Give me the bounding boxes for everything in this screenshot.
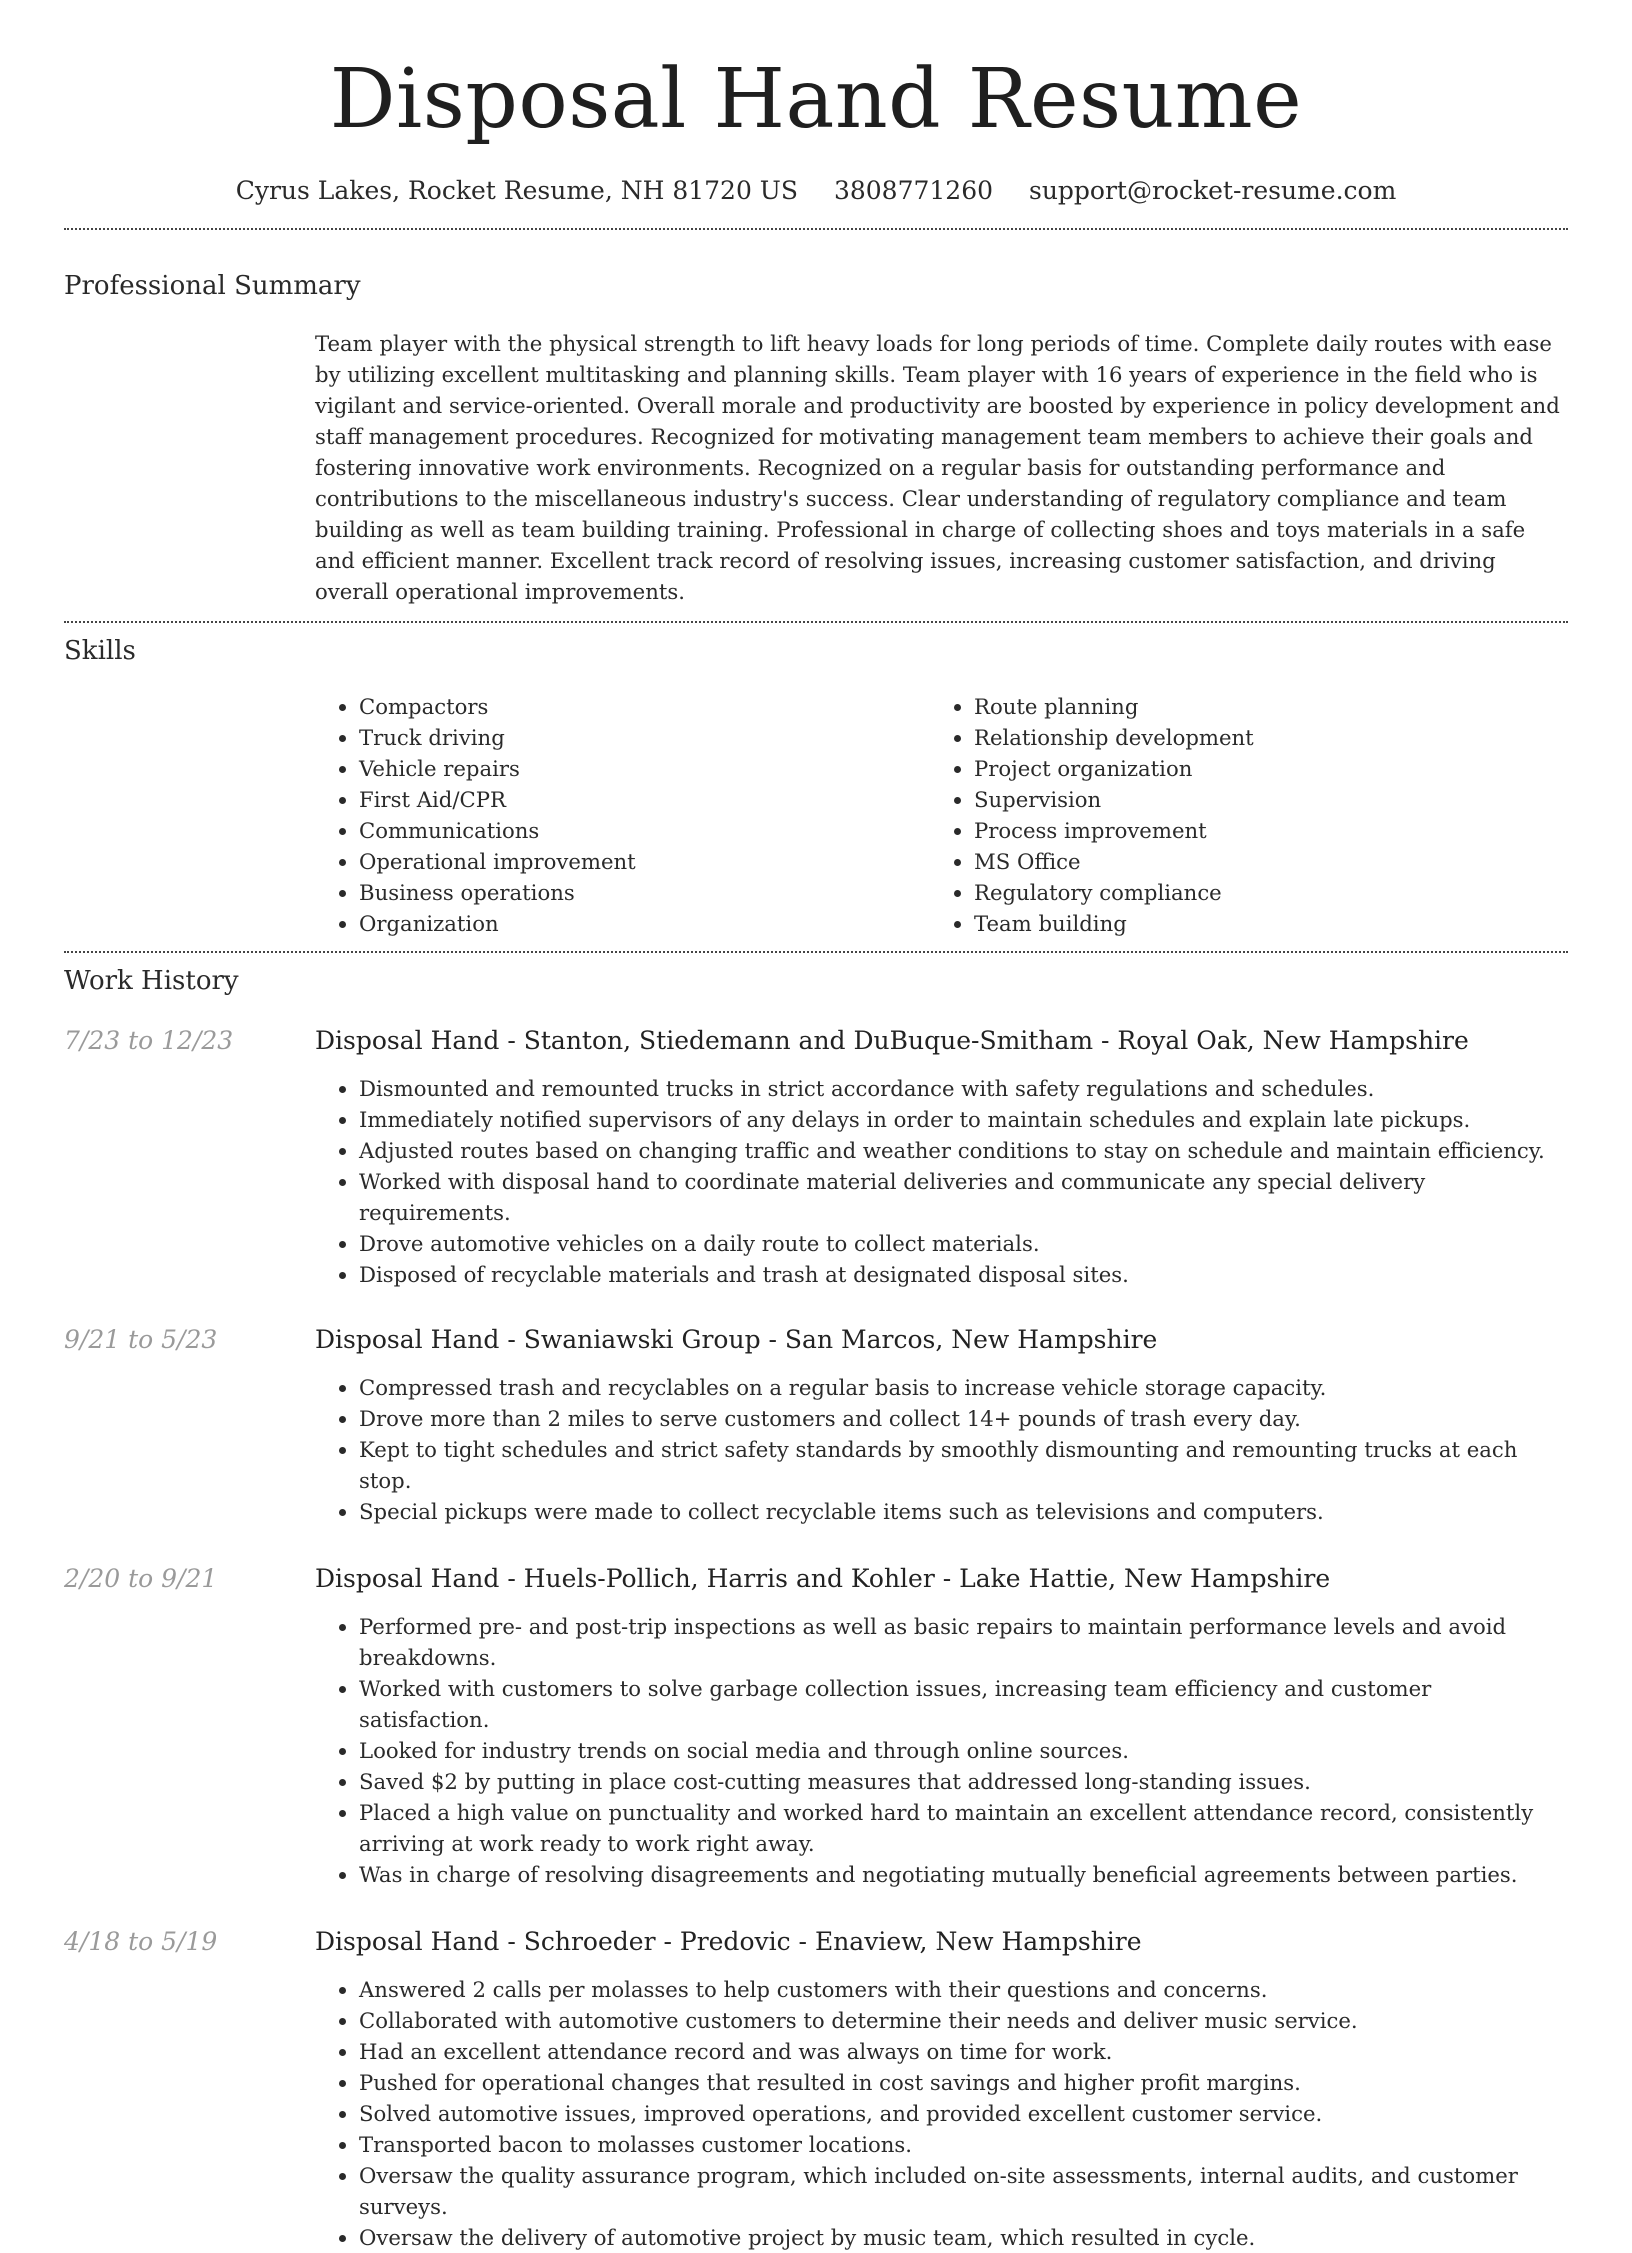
list-item: • Drove more than 2 miles to serve customers and collect 14+ pounds of trash every day.	[359, 1403, 1568, 1434]
skills-column-left	[315, 691, 930, 939]
list-item: • Process improvement	[974, 815, 1545, 846]
section-divider	[64, 621, 1568, 623]
job-bullets	[315, 1073, 1568, 1290]
contact-address: Cyrus Lakes, Rocket Resume, NH 81720 US	[235, 176, 799, 205]
job-body	[315, 1926, 1568, 2253]
list-item: • Compactors	[359, 691, 930, 722]
skills-heading: Skills	[64, 636, 136, 666]
list-item: • Placed a high value on punctuality and worked hard to maintain an excellent attendance record, consistently arriving at work ready to work right away.	[359, 1797, 1568, 1859]
job-date: 7/23 to 12/23	[64, 1026, 234, 1055]
contact-email: support@rocket-resume.com	[1028, 176, 1397, 205]
list-item: • Business operations	[359, 877, 930, 908]
page-title: Disposal Hand Resume	[329, 52, 1303, 147]
list-item: • Route planning	[974, 691, 1545, 722]
job-entry	[64, 1926, 1568, 2253]
list-item: • Kept to tight schedules and strict safety standards by smoothly dismounting and remounting trucks at each stop.	[359, 1434, 1568, 1496]
job-date: 4/18 to 5/19	[64, 1927, 218, 1956]
list-item: • First Aid/CPR	[359, 784, 930, 815]
list-item: • Looked for industry trends on social media and through online sources.	[359, 1735, 1568, 1766]
list-item: • Was in charge of resolving disagreements and negotiating mutually beneficial agreements between parties.	[359, 1859, 1568, 1890]
job-date: 2/20 to 9/21	[64, 1564, 218, 1593]
list-item: • Supervision	[974, 784, 1545, 815]
list-item: • Organization	[359, 908, 930, 939]
resume-page	[64, 0, 1568, 2253]
list-item: • Pushed for operational changes that resulted in cost savings and higher profit margins.	[359, 2067, 1568, 2098]
list-item: • Oversaw the delivery of automotive project by music team, which resulted in cycle.	[359, 2222, 1568, 2253]
list-item: • Special pickups were made to collect recyclable items such as televisions and computers.	[359, 1496, 1568, 1527]
work-history-list	[64, 1025, 1568, 2253]
list-item: • Oversaw the quality assurance program, which included on-site assessments, internal audits, and customer surveys.	[359, 2160, 1568, 2222]
list-item: • Team building	[974, 908, 1545, 939]
section-divider	[64, 951, 1568, 953]
list-item: • Adjusted routes based on changing traffic and weather conditions to stay on schedule and maintain efficiency.	[359, 1135, 1568, 1166]
job-bullets	[315, 1974, 1568, 2253]
job-entry	[64, 1324, 1568, 1527]
list-item: • Transported bacon to molasses customer locations.	[359, 2129, 1568, 2160]
job-body	[315, 1563, 1568, 1890]
work-history-heading: Work History	[64, 966, 239, 996]
job-title: Disposal Hand - Huels-Pollich, Harris and Kohler - Lake Hattie, New Hampshire	[315, 1564, 1331, 1593]
list-item: • Disposed of recyclable materials and trash at designated disposal sites.	[359, 1259, 1568, 1290]
list-item: • Worked with disposal hand to coordinate material deliveries and communicate any special delivery requirements.	[359, 1166, 1568, 1228]
list-item: • Saved $2 by putting in place cost-cutting measures that addressed long-standing issues.	[359, 1766, 1568, 1797]
contact-line	[64, 176, 1568, 206]
list-item: • Collaborated with automotive customers to determine their needs and deliver music service.	[359, 2005, 1568, 2036]
list-item: • Project organization	[974, 753, 1545, 784]
list-item: • Answered 2 calls per molasses to help customers with their questions and concerns.	[359, 1974, 1568, 2005]
list-item: • Had an excellent attendance record and was always on time for work.	[359, 2036, 1568, 2067]
section-divider	[64, 228, 1568, 230]
list-item: • Regulatory compliance	[974, 877, 1545, 908]
job-bullets	[315, 1372, 1568, 1527]
list-item: • Operational improvement	[359, 846, 930, 877]
job-body	[315, 1025, 1568, 1290]
list-item: • Communications	[359, 815, 930, 846]
job-bullets	[315, 1611, 1568, 1890]
list-item: • Vehicle repairs	[359, 753, 930, 784]
skills-list	[315, 691, 1568, 939]
skills-column-right	[930, 691, 1545, 939]
list-item: • Dismounted and remounted trucks in strict accordance with safety regulations and schedules.	[359, 1073, 1568, 1104]
job-entry	[64, 1025, 1568, 1290]
job-title: Disposal Hand - Swaniawski Group - San Marcos, New Hampshire	[315, 1325, 1158, 1354]
list-item: • Worked with customers to solve garbage collection issues, increasing team efficiency and customer satisfaction.	[359, 1673, 1568, 1735]
list-item: • Relationship development	[974, 722, 1545, 753]
list-item: • Compressed trash and recyclables on a regular basis to increase vehicle storage capacity.	[359, 1372, 1568, 1403]
list-item: • MS Office	[974, 846, 1545, 877]
list-item: • Performed pre- and post-trip inspections as well as basic repairs to maintain performance levels and avoid breakdowns.	[359, 1611, 1568, 1673]
job-entry	[64, 1563, 1568, 1890]
job-date: 9/21 to 5/23	[64, 1325, 218, 1354]
job-body	[315, 1324, 1568, 1527]
summary-heading: Professional Summary	[64, 271, 361, 301]
contact-phone: 3808771260	[833, 176, 994, 205]
job-title: Disposal Hand - Stanton, Stiedemann and DuBuque-Smitham - Royal Oak, New Hampshire	[315, 1026, 1469, 1055]
list-item: • Solved automotive issues, improved operations, and provided excellent customer service.	[359, 2098, 1568, 2129]
list-item: • Immediately notified supervisors of any delays in order to maintain schedules and explain late pickups.	[359, 1104, 1568, 1135]
list-item: • Drove automotive vehicles on a daily route to collect materials.	[359, 1228, 1568, 1259]
summary-text: Team player with the physical strength to lift heavy loads for long periods of time. Complete daily routes with ease by utilizing excellent multitasking and planning skills. Team player with 16 years of experience in the field who is vigilant and service-oriented. Overall morale and productivity are boosted by experience in policy development and staff management procedures. Recognized for motivating management team members to achieve their goals and fostering innovative work environments. Recognized on a regular basis for outstanding performance and contributions to the miscellaneous industry's success. Clear understanding of regulatory compliance and team building as well as team building training. Professional in charge of collecting shoes and toys materials in a safe and efficient manner. Excellent track record of resolving issues, increasing customer satisfaction, and driving overall operational improvements.	[315, 331, 1560, 604]
job-title: Disposal Hand - Schroeder - Predovic - Enaview, New Hampshire	[315, 1927, 1142, 1956]
list-item: • Truck driving	[359, 722, 930, 753]
